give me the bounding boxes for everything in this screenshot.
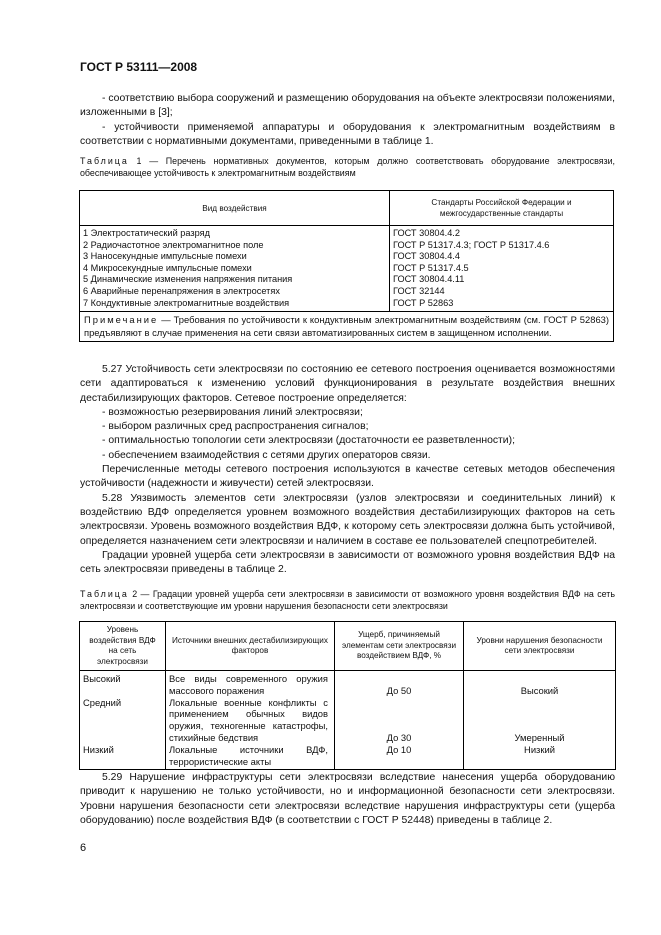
page-number: 6 [80,842,87,854]
table2-sources [166,671,335,770]
table2-damage: До 30 [386,731,412,743]
table1-standard: ГОСТ 32144 [393,285,445,296]
table1-standard: ГОСТ Р 52863 [393,297,454,308]
paragraph-gradations: Градации уровней ущерба сети электросвязи в зависимости от возможного уровня воздействия ВДФ на сеть электросвязи приведены в таблице 2. [80,549,615,576]
table1-caption-text: 1 — Перечень нормативных документов, которым должно соответствовать оборудование электросвязи, обеспечивающее устойчивость к электромагнитным воздействиям [80,156,616,178]
list-item: - выбором различных сред распространения сигналов; [102,421,369,433]
table-2 [79,621,616,770]
table1-caption-label: Таблица [80,156,129,166]
table1-standard: ГОСТ 30804.4.4 [393,251,460,262]
table1-standard: ГОСТ Р 51317.4.3; ГОСТ Р 51317.4.6 [393,239,550,250]
table2-levels [80,671,166,770]
table1-effects [80,226,390,312]
table2-security: Низкий [524,743,555,755]
table2-source: Все виды современного оружия массового поражения [169,673,328,696]
table1-effect: 6 Аварийные перенапряжения в электросетях [83,285,280,296]
table1-effect: 3 Наносекундные импульсные помехи [83,251,247,262]
note-text: — Требования по устойчивости к кондуктивным электромагнитным воздействиям (см. ГОСТ Р 52863) предъявляют в случае применения на сети связи автоматизированных систем в защищенном исполнении. [84,314,609,338]
table-1 [79,190,614,342]
table2-damage: До 50 [386,684,412,696]
table2-level: Низкий [83,743,114,755]
table1-effect: 1 Электростатический разряд [83,228,210,238]
table1-standards [390,226,614,312]
table1-caption [80,155,615,179]
table1-effect: 7 Кондуктивные электромагнитные воздействия [83,297,290,308]
table1-standard: ГОСТ Р 51317.4.5 [393,262,469,273]
table1-col2-header: Стандарты Российской Федерации и межгосударственные стандарты [390,191,614,226]
section-5-27-28 [80,363,615,577]
table2-caption [80,588,615,612]
table2-header-sources: Источники внешних дестабилизирующих факторов [166,622,335,671]
table2-header-damage: Ущерб, причиняемый элементам сети электросвязи воздействием ВДФ, % [335,622,464,671]
list-item: - обеспечением взаимодействия с сетями других операторов связи. [102,449,431,461]
list-item: - оптимальностью топологии сети электросвязи (достаточности ее разветвленности); [102,435,515,447]
table2-source: Локальные источники ВДФ, террористические акты [169,743,328,767]
table2-damages [335,671,464,770]
document-header: ГОСТ Р 53111—2008 [80,60,198,74]
paragraph-methods: Перечисленные методы сетевого построения используются в качестве сетевых методов обеспечения устойчивости (надежности и живучести) сетей электросвязи. [80,464,615,490]
table1-standard: ГОСТ 30804.4.11 [393,274,465,285]
table2-header-level: Уровень воздействия ВДФ на сеть электросвязи [80,622,166,671]
table1-standard: ГОСТ 30804.4.2 [393,228,460,238]
table2-body-row [80,671,616,770]
table2-security: Умеренный [514,731,565,743]
table2-damage: До 10 [386,743,412,755]
table2-source: Локальные военные конфликты с применением обычных видов оружия, техногенные катастрофы, стихийные бедствия [169,696,328,743]
table1-effect: 2 Радиочастотное электромагнитное поле [83,239,264,250]
table1-effect: 5 Динамические изменения напряжения питания [83,274,293,285]
table2-header-row [80,622,616,671]
table2-level: Средний [83,696,122,708]
intro-text [80,92,615,149]
table2-security: Высокий [520,684,559,696]
table2-caption-text: 2 — Градации уровней ущерба сети электросвязи в зависимости от возможного уровня воздействия ВДФ на сеть электросвязи и соответствующие им уровни нарушения безопасности сети электросвязи [80,589,615,611]
table1-effect: 4 Микросекундные импульсные помехи [83,262,252,273]
paragraph-5-29: 5.29 Нарушение инфраструктуры сети электросвязи вследствие нанесения ущерба оборудованию приводит к нарушению не только устойчивости, но и информационной безопасности сети электросвязи. Уровни нарушения безопасности сети электросвязи вследствие нарушения инфраструктуры сети (ущерба оборудованию) после воздействия ВДФ (в соответствии с ГОСТ Р 52448) приведены в таблице 2. [80,772,615,826]
paragraph-5-27: 5.27 Устойчивость сети электросвязи по состоянию ее сетевого построения оценивается возможностями сети адаптироваться к изменению условий функционирования в результате воздействия внешних дестабилизирующих факторов. Сетевое построение определяется: [80,364,615,404]
table2-caption-label: Таблица [80,589,129,599]
table2-header-security: Уровни нарушения безопасности сети электросвязи [464,622,616,671]
table1-header-row [80,191,614,226]
table2-level: Высокий [83,673,121,684]
paragraph-5-28: 5.28 Уязвимость элементов сети электросвязи (узлов электросвязи и соединительных линий) к воздействию ВДФ определяется уровнем возможного воздействия дестабилизирующих факторов на сеть электросвязи. Уровень возможного воздействия ВДФ, к которому сеть электросвязи должна быть устойчивой, определяется назначением сети электросвязи и наличием в составе ее пользователей спецпотребителей. [80,492,615,547]
table1-col1-header: Вид воздействия [80,191,390,226]
intro-item-1: - соответствию выбора сооружений и размещению оборудования на объекте электросвязи положениями, изложенными в [3]; [80,93,615,119]
table1-note [80,312,614,342]
intro-item-2: - устойчивости применяемой аппаратуры и оборудования к электромагнитным воздействиям в соответствии с нормативными документами, приведенными в таблице 1. [80,121,615,147]
table2-security-levels [464,671,616,770]
section-5-29 [80,771,615,828]
table1-body-row [80,226,614,312]
list-item: - возможностью резервирования линий электросвязи; [102,406,363,418]
table1-note-row [80,312,614,342]
note-label: Примечание [84,314,159,326]
